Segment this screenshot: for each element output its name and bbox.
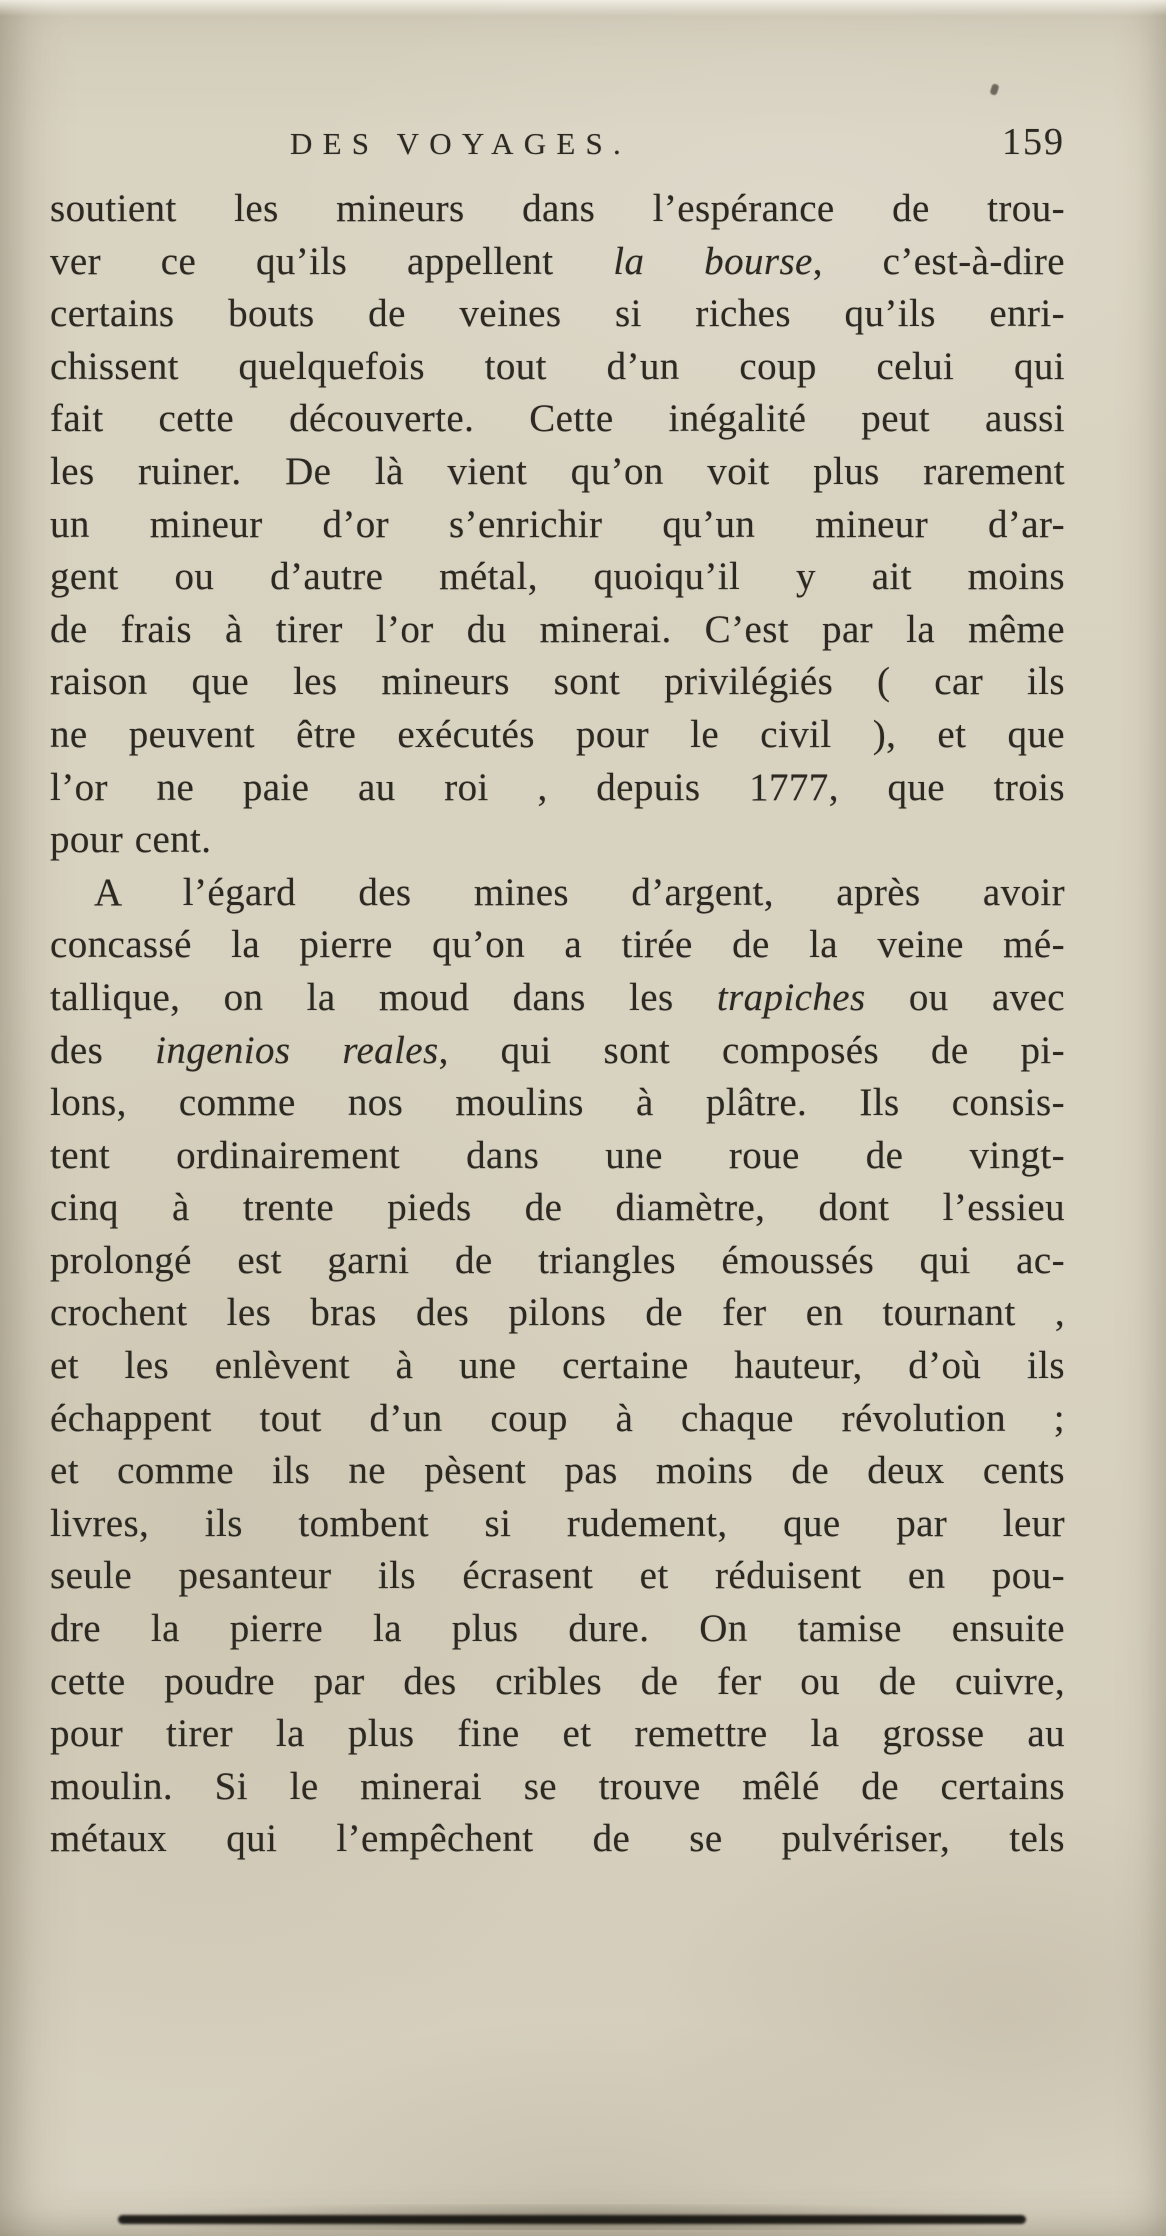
text-line (50, 709, 1065, 762)
text-line (50, 393, 1065, 446)
text-segment: lons, comme nos moulins à plâtre. Ils consis- (50, 1081, 1065, 1125)
text-line (50, 446, 1065, 499)
text-segment: dre la pierre la plus dure. On tamise ensuite (50, 1607, 1065, 1651)
text-line (50, 1393, 1065, 1446)
page-header (50, 120, 1065, 164)
text-segment: soutient les mineurs dans l’espérance de trou- (50, 187, 1065, 230)
text-line (50, 1550, 1065, 1603)
text-line (50, 183, 1065, 236)
text-line (50, 1340, 1065, 1393)
text-segment: tallique, on la moud dans les (50, 975, 717, 1019)
text-segment: fait cette découverte. Cette inégalité peut aussi (50, 397, 1065, 441)
italic-phrase: ingenios reales (155, 1028, 439, 1072)
text-segment: chissent quelquefois tout d’un coup celui qui (50, 344, 1065, 388)
text-line (50, 604, 1065, 657)
text-line (50, 1603, 1065, 1656)
text-line (50, 1445, 1065, 1498)
text-segment: pour tirer la plus fine et remettre la grosse au (50, 1712, 1065, 1756)
text-line (50, 867, 1065, 920)
text-segment: seule pesanteur ils écrasent et réduisent en pou- (50, 1554, 1065, 1598)
text-line (50, 1656, 1065, 1709)
text-line (50, 762, 1065, 815)
text-segment: ou avec (865, 975, 1065, 1019)
text-segment: les ruiner. De là vient qu’on voit plus rarement (50, 449, 1065, 493)
text-segment: gent ou d’autre métal, quoiqu’il y ait moins (50, 555, 1065, 599)
text-line (50, 972, 1065, 1025)
text-segment: métaux qui l’empêchent de se pulvériser, tels (50, 1817, 1065, 1861)
scan-top-edge (0, 0, 1166, 16)
text-line (50, 236, 1065, 289)
italic-phrase: la bourse (613, 239, 813, 283)
page-bottom-edge (118, 2215, 1026, 2224)
text-segment: et les enlèvent à une certaine hauteur, d’où ils (50, 1344, 1065, 1388)
text-segment: cinq à trente pieds de diamètre, dont l’essieu (50, 1186, 1065, 1230)
text-line (50, 1708, 1065, 1761)
text-segment: crochent les bras des pilons de fer en tournant , (50, 1291, 1065, 1335)
text-line (50, 1813, 1065, 1866)
text-segment: un mineur d’or s’enrichir qu’un mineur d’ar- (50, 502, 1065, 546)
text-line (50, 919, 1065, 972)
text-segment: raison que les mineurs sont privilégiés ( car ils (50, 660, 1065, 704)
text-segment: ver ce qu’ils appellent (50, 239, 614, 283)
text-segment: pour cent. (50, 818, 212, 862)
text-segment: l’or ne paie au roi , depuis 1777, que trois (50, 765, 1065, 809)
text-segment: A l’égard des mines d’argent, après avoir (94, 870, 1065, 914)
text-segment: et comme ils ne pèsent pas moins de deux cents (50, 1449, 1065, 1493)
text-line (50, 499, 1065, 552)
text-segment: , qui sont composés de pi- (438, 1028, 1065, 1072)
page-text (50, 183, 1065, 1866)
page-number: 159 (1002, 121, 1065, 163)
text-line (50, 551, 1065, 604)
text-line (50, 341, 1065, 394)
text-line (50, 814, 1065, 867)
scan-speck (989, 83, 999, 96)
text-segment: concassé la pierre qu’on a tirée de la veine mé- (50, 923, 1065, 967)
text-segment: cette poudre par des cribles de fer ou de cuivre, (50, 1659, 1065, 1703)
text-line (50, 1025, 1065, 1078)
text-segment: des (50, 1028, 156, 1072)
text-segment: de frais à tirer l’or du minerai. C’est par la même (50, 607, 1065, 651)
text-segment: tent ordinairement dans une roue de vingt- (50, 1133, 1065, 1177)
text-segment: échappent tout d’un coup à chaque révolution ; (50, 1396, 1065, 1440)
text-line (50, 1498, 1065, 1551)
text-line (50, 1761, 1065, 1814)
text-line (50, 656, 1065, 709)
text-line (50, 1182, 1065, 1235)
running-title: DES VOYAGES. (290, 126, 631, 161)
text-line (50, 1235, 1065, 1288)
text-segment: certains bouts de veines si riches qu’ils enri- (50, 292, 1065, 336)
text-segment: ne peuvent être exécutés pour le civil ), et que (50, 712, 1065, 756)
text-line (50, 1077, 1065, 1130)
text-line (50, 1287, 1065, 1340)
text-segment: prolongé est garni de triangles émoussés qui ac- (50, 1238, 1065, 1282)
text-line (50, 1130, 1065, 1183)
text-segment: moulin. Si le minerai se trouve mêlé de certains (50, 1764, 1065, 1808)
text-segment: livres, ils tombent si rudement, que par leur (50, 1501, 1065, 1545)
text-line (50, 288, 1065, 341)
italic-phrase: trapiches (716, 975, 866, 1019)
text-segment: , c’est-à-dire (812, 239, 1065, 283)
